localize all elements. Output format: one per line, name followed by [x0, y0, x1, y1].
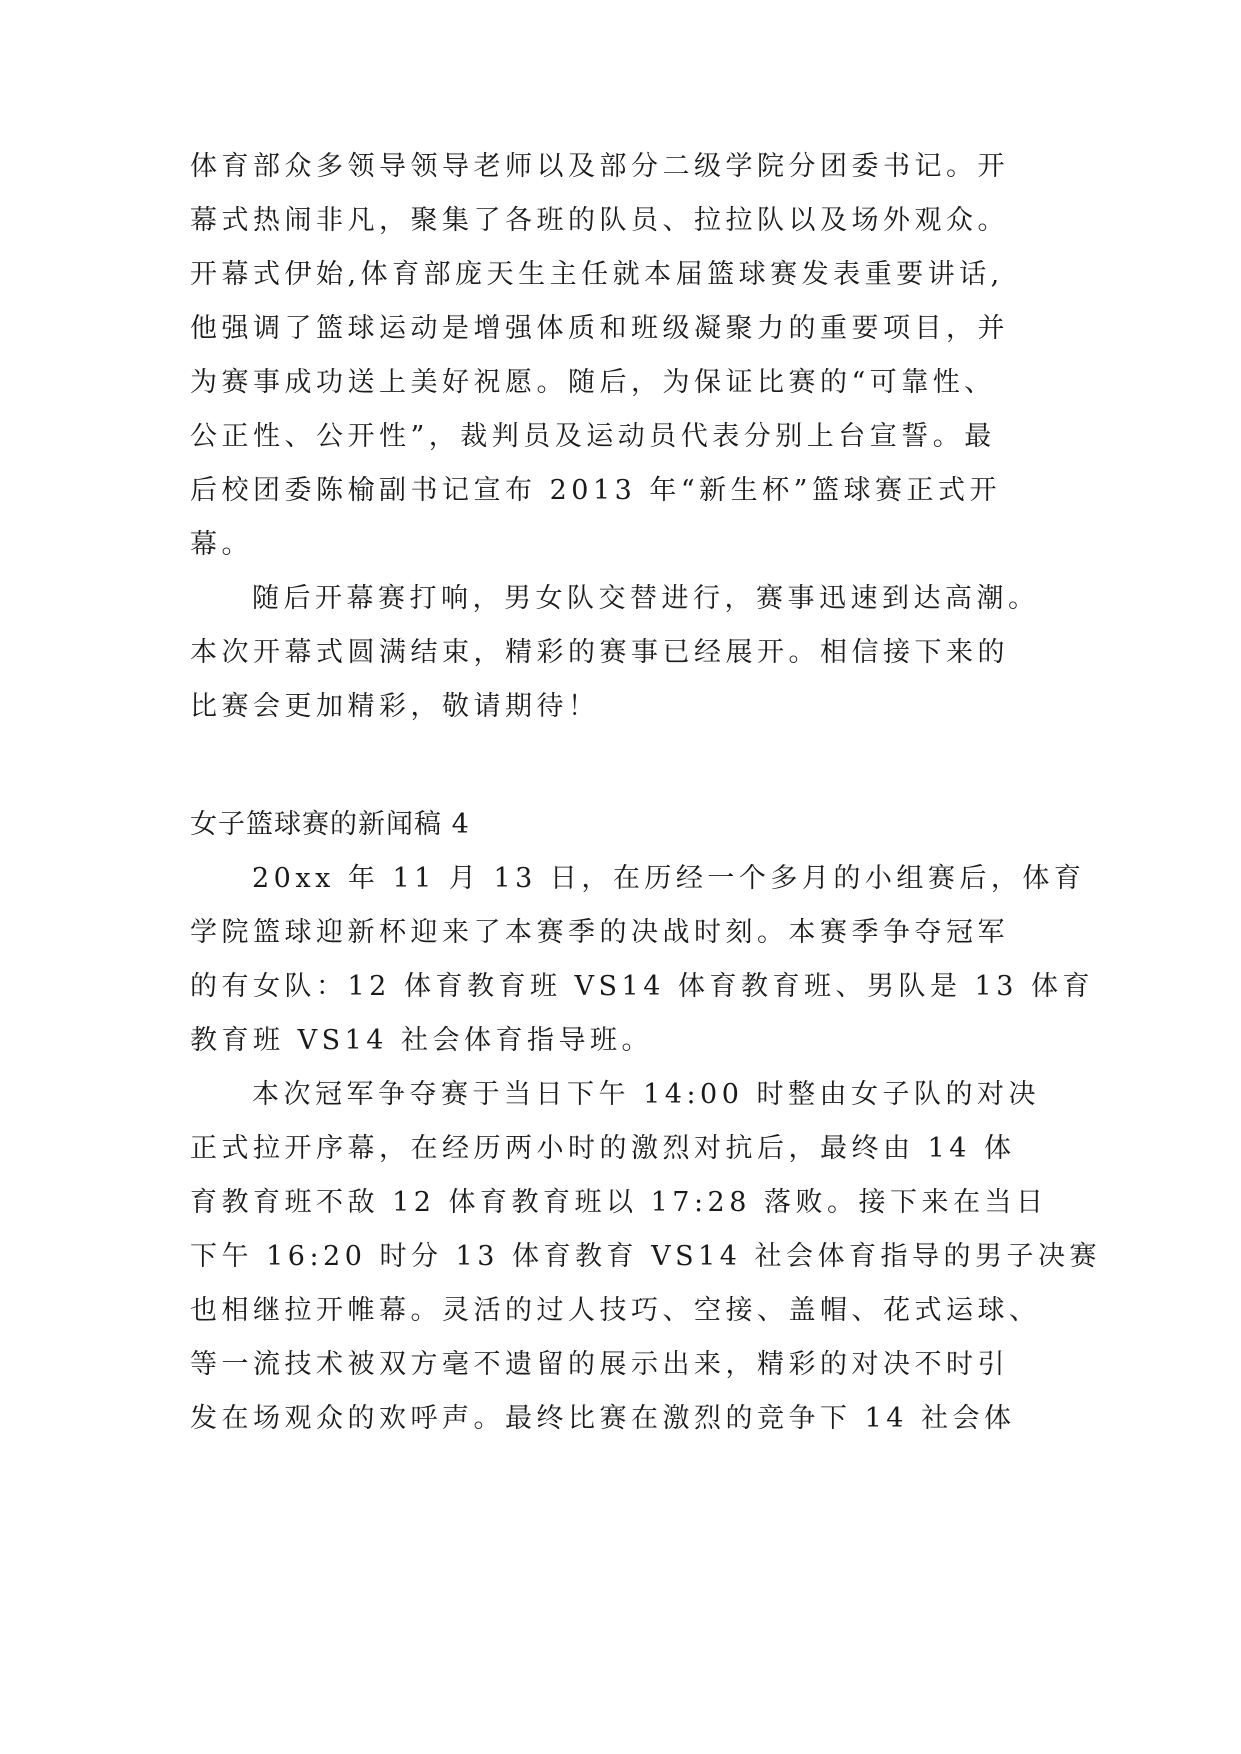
paragraph-line: 学院篮球迎新杯迎来了本赛季的决战时刻。本赛季争夺冠军	[190, 917, 1009, 948]
paragraph-line: 也相继拉开帷幕。灵活的过人技巧、空接、盖帽、花式运球、	[190, 1295, 1041, 1326]
paragraph-line: 比赛会更加精彩，敬请期待！	[190, 691, 600, 722]
paragraph-line: 育教育班不敌 12 体育教育班以 17:28 落败。接下来在当日	[190, 1187, 1048, 1218]
section-heading: 女子篮球赛的新闻稿 4	[190, 809, 470, 840]
paragraph-line: 教育班 VS14 社会体育指导班。	[190, 1025, 654, 1056]
paragraph-line: 他强调了篮球运动是增强体质和班级凝聚力的重要项目，并	[190, 313, 1009, 344]
paragraph-line: 20xx 年 11 月 13 日，在历经一个多月的小组赛后，体育	[252, 863, 1086, 894]
paragraph-line: 本次开幕式圆满结束，精彩的赛事已经展开。相信接下来的	[190, 637, 1009, 668]
paragraph-line: 本次冠军争夺赛于当日下午 14:00 时整由女子队的对决	[252, 1079, 1040, 1110]
paragraph-line: 开幕式伊始,体育部庞天生主任就本届篮球赛发表重要讲话,	[190, 259, 1004, 290]
paragraph-line: 下午 16:20 时分 13 体育教育 VS14 社会体育指导的男子决赛	[190, 1241, 1102, 1272]
paragraph-line: 幕式热闹非凡，聚集了各班的队员、拉拉队以及场外观众。	[190, 205, 1009, 236]
paragraph-line: 公正性、公开性”，裁判员及运动员代表分别上台宣誓。最	[190, 421, 996, 452]
paragraph-line: 正式拉开序幕，在经历两小时的激烈对抗后，最终由 14 体	[190, 1133, 1016, 1164]
paragraph-line: 幕。	[190, 529, 253, 560]
paragraph-line: 后校团委陈榆副书记宣布 2013 年“新生杯”篮球赛正式开	[190, 475, 1001, 506]
paragraph-line: 随后开幕赛打响，男女队交替进行，赛事迅速到达高潮。	[252, 583, 1040, 614]
paragraph-line: 的有女队：12 体育教育班 VS14 体育教育班、男队是 13 体育	[190, 971, 1094, 1002]
paragraph-line: 发在场观众的欢呼声。最终比赛在激烈的竞争下 14 社会体	[190, 1403, 1016, 1434]
paragraph-line: 体育部众多领导领导老师以及部分二级学院分团委书记。开	[190, 151, 1009, 182]
paragraph-line: 为赛事成功送上美好祝愿。随后，为保证比赛的“可靠性、	[190, 367, 996, 398]
paragraph-line: 等一流技术被双方毫不遗留的展示出来，精彩的对决不时引	[190, 1349, 1009, 1380]
